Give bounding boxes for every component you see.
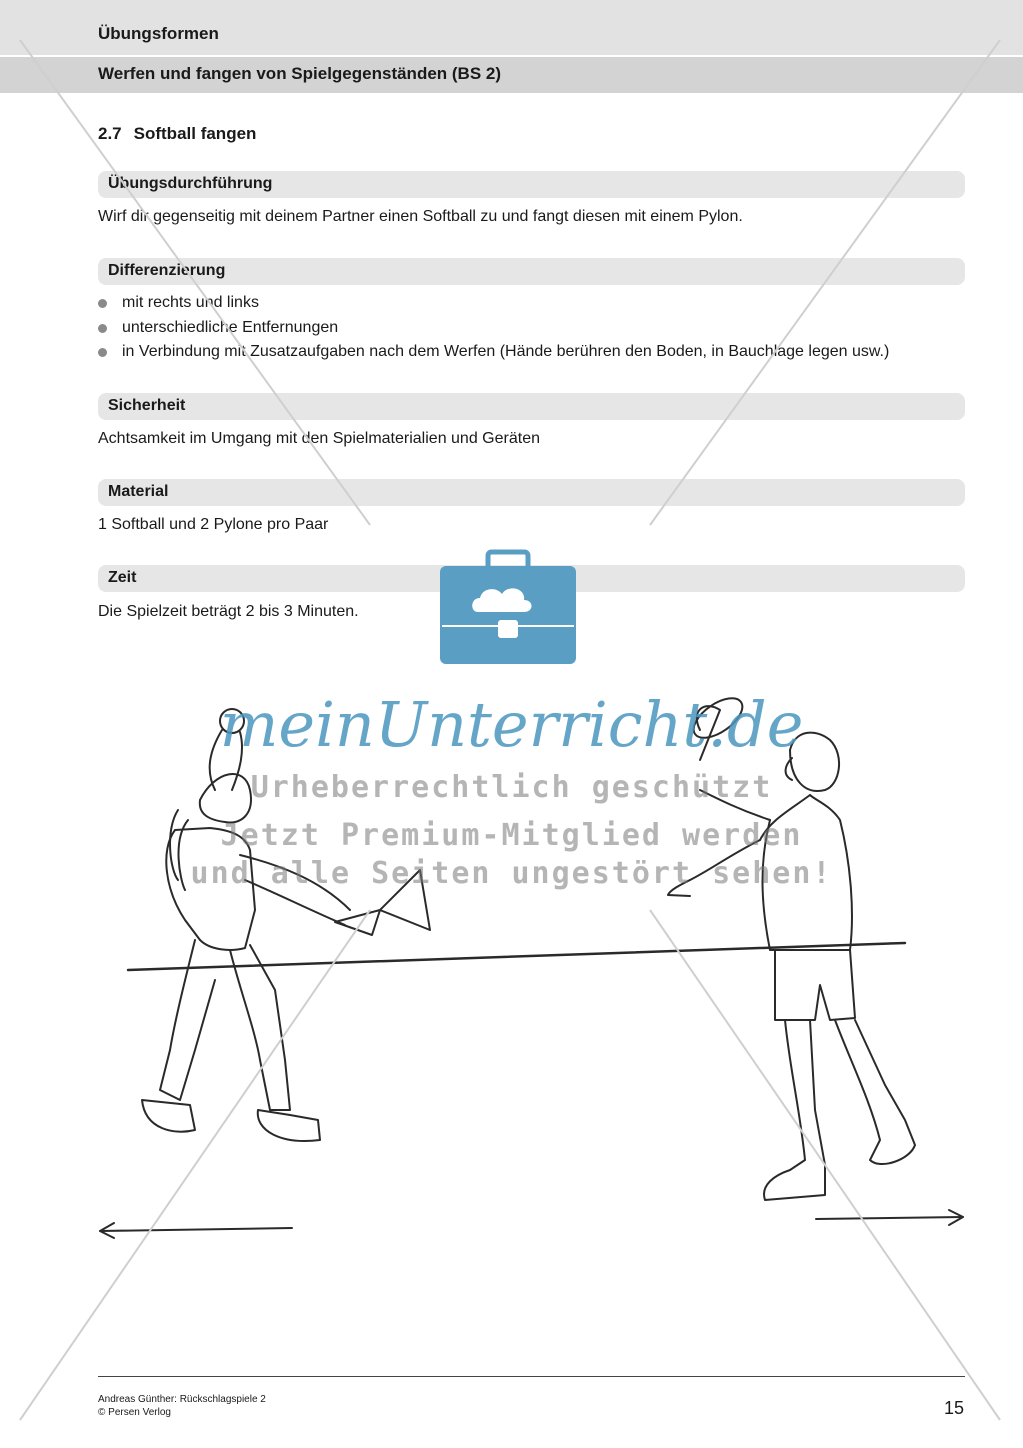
page-number: 15 xyxy=(944,1398,965,1418)
section-title xyxy=(98,124,256,144)
list-item: mit rechts und links xyxy=(98,293,889,318)
differentiation-heading: Differenzierung xyxy=(108,262,226,279)
exercise-illustration xyxy=(0,640,1023,1260)
execution-heading: Übungsdurchführung xyxy=(108,175,273,192)
arrow-right-icon xyxy=(816,1210,963,1225)
section-title-text: Softball fangen xyxy=(133,124,257,143)
girl-figure xyxy=(142,709,430,1141)
bullet-dot-icon xyxy=(98,299,107,308)
time-heading-bar xyxy=(98,565,965,592)
section-number: 2.7 xyxy=(98,124,122,143)
material-text: 1 Softball und 2 Pylone pro Paar xyxy=(98,516,329,533)
watermark-logo-text: meinUnterricht.de xyxy=(219,688,804,761)
execution-heading-bar xyxy=(98,171,965,198)
header-topic: Werfen und fangen von Spielgegenständen (BS 2) xyxy=(98,64,502,83)
material-heading-bar xyxy=(98,479,965,506)
header-topic-band xyxy=(0,57,1023,93)
watermark-line-3: und alle Seiten ungestört sehen! xyxy=(190,856,833,891)
time-heading: Zeit xyxy=(108,569,137,586)
header-category-band xyxy=(0,0,1023,57)
watermark-line-1: Urheberrechtlich geschützt xyxy=(250,770,773,805)
bullet-dot-icon xyxy=(98,348,107,357)
differentiation-heading-bar xyxy=(98,258,965,285)
material-heading: Material xyxy=(108,483,169,500)
execution-text: Wirf dir gegenseitig mit deinem Partner einen Softball zu und fangt diesen mit einem Pylon. xyxy=(98,208,743,225)
boy-figure xyxy=(668,690,915,1200)
safety-text: Achtsamkeit im Umgang mit den Spielmaterialien und Geräten xyxy=(98,430,540,447)
differentiation-list xyxy=(98,293,889,367)
footer-author: Andreas Günther: Rückschlagspiele 2 xyxy=(98,1394,266,1405)
arrow-left-icon xyxy=(100,1223,292,1238)
list-item: in Verbindung mit Zusatzaufgaben nach dem Werfen (Hände berühren den Boden, in Bauchlage legen usw.) xyxy=(98,342,889,367)
footer-publisher: © Persen Verlog xyxy=(98,1407,171,1418)
bullet-dot-icon xyxy=(98,324,107,333)
header-category: Übungsformen xyxy=(98,24,219,43)
watermark-line-2: Jetzt Premium-Mitglied werden xyxy=(220,818,803,853)
time-text: Die Spielzeit beträgt 2 bis 3 Minuten. xyxy=(98,603,359,620)
safety-heading: Sicherheit xyxy=(108,397,186,414)
safety-heading-bar xyxy=(98,393,965,420)
footer-divider xyxy=(98,1376,965,1377)
list-item: unterschiedliche Entfernungen xyxy=(98,318,889,343)
